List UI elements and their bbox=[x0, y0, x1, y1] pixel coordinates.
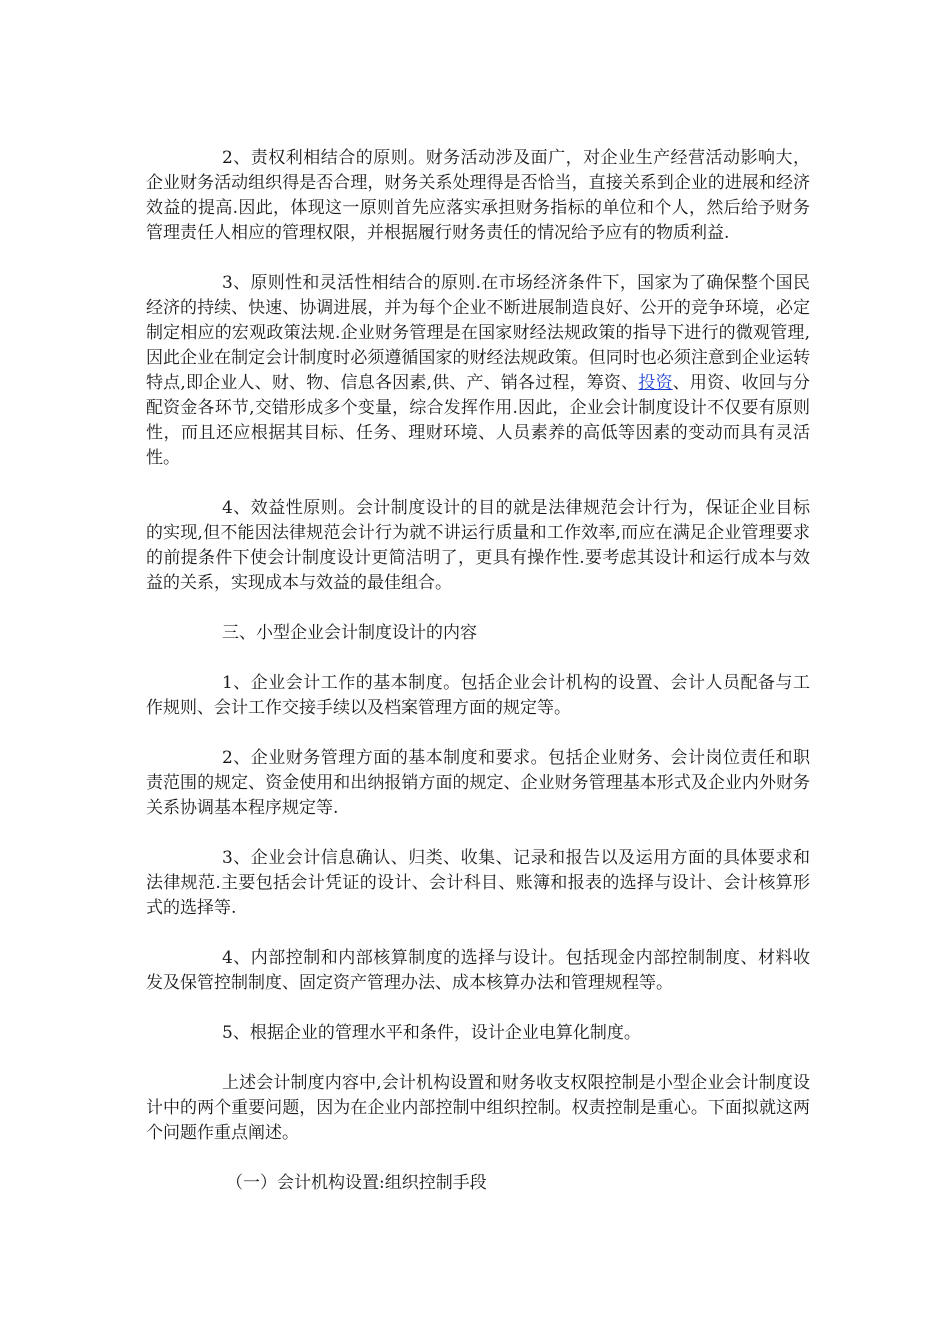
paragraph-text: 上述会计制度内容中,会计机构设置和财务收支权限控制是小型企业会计制度设计中的两个重要问题，因为在企业内部控制中组织控制。权责控制是重心。下面拟就这两个问题作重点阐述。 bbox=[146, 1073, 810, 1143]
paragraph-principle-4 bbox=[146, 496, 810, 596]
subsection-heading-text: （一）会计机构设置:组织控制手段 bbox=[226, 1173, 487, 1193]
paragraph-text: 、用资、收回与分配资金各环节,交错形成多个变量，综合发挥作用.因此，企业会计制度设计不仅要有原则性，而且还应根据其目标、任务、理财环境、人员素养的高低等因素的变动而具有灵活性。 bbox=[146, 373, 811, 468]
paragraph-content-2 bbox=[146, 746, 810, 821]
document-body bbox=[146, 146, 810, 1221]
paragraph-text: 3、原则性和灵活性相结合的原则.在市场经济条件下，国家为了确保整个国民经济的持续、快速、协调进展，并为每个企业不断进展制造良好、公开的竞争环境，必定制定相应的宏观政策法规.企业财务管理是在国家财经法规政策的指导下进行的微观管理,因此企业在制定会计制度时必须遵循国家的财经法规政策。但同时也必须注意到企业运转特点,即企业人、财、物、信息各因素,供、产、销各过程，筹资、 bbox=[146, 273, 810, 393]
paragraph-text: 2、责权利相结合的原则。财务活动涉及面广，对企业生产经营活动影响大，企业财务活动组织得是否合理，财务关系处理得是否恰当，直接关系到企业的进展和经济效益的提高.因此，体现这一原则首先应落实承担财务指标的单位和个人，然后给予财务管理责任人相应的管理权限，并根据履行财务责任的情况给予应有的物质利益. bbox=[146, 148, 810, 243]
section-heading bbox=[146, 621, 810, 646]
paragraph-text: 4、效益性原则。会计制度设计的目的就是法律规范会计行为，保证企业目标的实现,但不能因法律规范会计行为就不讲运行质量和工作效率,而应在满足企业管理要求的前提条件下使会计制度设计更简洁明了，更具有操作性.要考虑其设计和运行成本与效益的关系，实现成本与效益的最佳组合。 bbox=[146, 498, 810, 593]
paragraph-text: 5、根据企业的管理水平和条件，设计企业电算化制度。 bbox=[222, 1023, 641, 1043]
paragraph-summary bbox=[146, 1071, 810, 1146]
paragraph-principle-3 bbox=[146, 271, 810, 471]
paragraph-content-5 bbox=[146, 1021, 810, 1046]
paragraph-content-1 bbox=[146, 671, 810, 721]
section-heading-text: 三、小型企业会计制度设计的内容 bbox=[222, 623, 477, 643]
paragraph-principle-2 bbox=[146, 146, 810, 246]
paragraph-content-4 bbox=[146, 946, 810, 996]
paragraph-text: 2、企业财务管理方面的基本制度和要求。包括企业财务、会计岗位责任和职责范围的规定、资金使用和出纳报销方面的规定、企业财务管理基本形式及企业内外财务关系协调基本程序规定等. bbox=[146, 748, 810, 818]
link-investment[interactable]: 投资 bbox=[638, 373, 673, 393]
subsection-heading bbox=[146, 1171, 810, 1196]
paragraph-text: 4、内部控制和内部核算制度的选择与设计。包括现金内部控制制度、材料收发及保管控制制度、固定资产管理办法、成本核算办法和管理规程等。 bbox=[146, 948, 810, 993]
paragraph-text: 3、企业会计信息确认、归类、收集、记录和报告以及运用方面的具体要求和法律规范.主要包括会计凭证的设计、会计科目、账簿和报表的选择与设计、会计核算形式的选择等. bbox=[146, 848, 810, 918]
paragraph-content-3 bbox=[146, 846, 810, 921]
paragraph-text: 1、企业会计工作的基本制度。包括企业会计机构的设置、会计人员配备与工作规则、会计工作交接手续以及档案管理方面的规定等。 bbox=[146, 673, 810, 718]
